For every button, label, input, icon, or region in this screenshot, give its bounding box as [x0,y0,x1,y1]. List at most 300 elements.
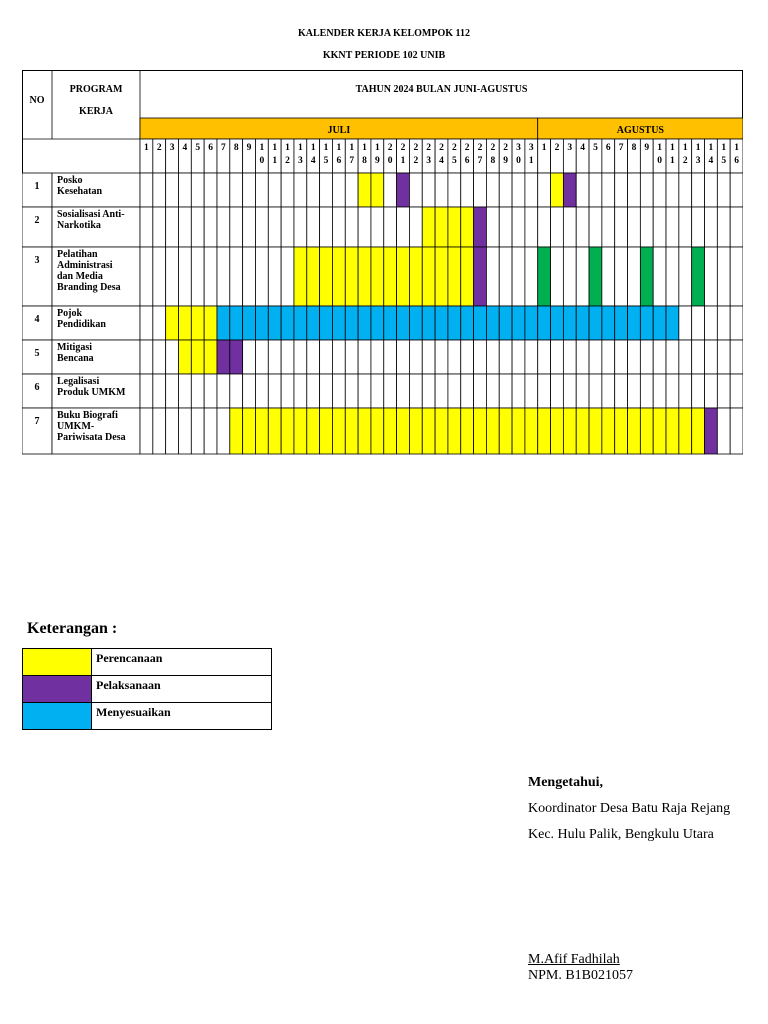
schedule-cell [435,374,448,408]
program-name: Sosialisasi Anti- [57,209,125,220]
schedule-cell [217,247,230,306]
legend-swatch-purple [23,676,92,703]
day-number: 6 [208,143,213,153]
day-number: 4 [580,143,586,153]
day-number: 7 [618,143,624,153]
signatory-npm: NPM. B1B021057 [528,968,634,983]
schedule-cell [409,247,422,306]
schedule-cell [615,408,628,454]
schedule-cell [474,247,487,306]
schedule-cell [435,306,448,340]
day-number: 3 [695,156,701,166]
schedule-cell [525,340,538,374]
schedule-cell [243,340,256,374]
schedule-cell [243,306,256,340]
row-number-cell [22,408,52,454]
schedule-cell [615,374,628,408]
schedule-cell [448,207,461,247]
schedule-cell [679,408,692,454]
schedule-cell [615,207,628,247]
column-header-program: PROGRAM [69,84,123,95]
schedule-cell [204,247,217,306]
schedule-cell [551,374,564,408]
schedule-cell [320,207,333,247]
schedule-cell [499,306,512,340]
schedule-cell [551,340,564,374]
schedule-cell [717,374,730,408]
program-name: Mitigasi [57,342,92,353]
schedule-cell [628,408,641,454]
day-number: 0 [387,156,393,166]
schedule-cell [384,408,397,454]
schedule-cell [538,408,551,454]
schedule-cell [448,408,461,454]
schedule-cell [551,306,564,340]
schedule-cell [486,207,499,247]
schedule-cell [474,207,487,247]
day-number: 1 [285,143,290,153]
schedule-cell [204,306,217,340]
schedule-cell [166,173,179,207]
schedule-cell [448,374,461,408]
schedule-cell [204,173,217,207]
signature-title-line2: Kec. Hulu Palik, Bengkulu Utara [528,827,714,842]
schedule-cell [576,306,589,340]
schedule-cell [294,247,307,306]
schedule-cell [358,247,371,306]
schedule-cell [551,207,564,247]
day-number: 1 [400,156,406,166]
schedule-cell [384,340,397,374]
schedule-cell [204,340,217,374]
schedule-cell [512,207,525,247]
day-number: 2 [490,143,496,153]
schedule-cell [371,340,384,374]
schedule-cell [178,306,191,340]
schedule-cell [474,374,487,408]
schedule-cell [307,408,320,454]
day-number: 2 [682,156,688,166]
schedule-cell [384,247,397,306]
schedule-cell [640,207,653,247]
schedule-cell [217,173,230,207]
schedule-cell [358,374,371,408]
signature-title-line1: Koordinator Desa Batu Raja Rejang [528,801,731,816]
schedule-cell [640,306,653,340]
schedule-cell [435,207,448,247]
schedule-cell [730,207,743,247]
schedule-cell [653,207,666,247]
schedule-cell [204,374,217,408]
schedule-cell [679,247,692,306]
column-header-program: KERJA [79,106,113,117]
program-name: Kesehatan [57,186,102,197]
day-number: 2 [451,143,457,153]
schedule-cell [486,408,499,454]
schedule-cell [268,408,281,454]
day-number: 7 [221,143,226,153]
day-number: 8 [490,156,496,166]
schedule-cell [653,173,666,207]
schedule-cell [576,340,589,374]
schedule-cell [538,247,551,306]
day-number: 1 [297,143,303,153]
schedule-cell [191,306,204,340]
schedule-cell [153,340,166,374]
schedule-cell [512,306,525,340]
day-number: 1 [657,143,662,153]
schedule-cell [409,207,422,247]
day-number: 1 [336,143,342,153]
schedule-cell [281,306,294,340]
schedule-cell [255,408,268,454]
schedule-cell [705,173,718,207]
schedule-cell [499,173,512,207]
schedule-cell [230,408,243,454]
schedule-cell [563,408,576,454]
program-name: Buku Biografi [57,410,118,421]
day-number: 1 [323,143,329,153]
day-number: 8 [362,156,367,166]
day-number: 4 [439,156,444,166]
schedule-cell [435,408,448,454]
work-calendar-table [22,70,743,456]
period-title: TAHUN 2024 BULAN JUNI-AGUSTUS [355,84,528,95]
day-number: 1 [528,156,534,166]
schedule-cell [178,408,191,454]
program-name: UMKM- [57,421,95,432]
day-number: 3 [567,143,573,153]
day-number: 3 [297,156,303,166]
day-number: 2 [477,143,483,153]
schedule-cell [140,207,153,247]
schedule-cell [448,340,461,374]
schedule-cell [602,247,615,306]
legend-table [22,648,272,730]
day-number: 4 [182,143,188,153]
program-name: Produk UMKM [57,387,126,398]
signature-heading: Mengetahui, [528,775,604,790]
schedule-cell [371,207,384,247]
schedule-cell [717,173,730,207]
schedule-cell [307,173,320,207]
schedule-cell [140,306,153,340]
schedule-cell [525,374,538,408]
day-number: 9 [374,156,380,166]
day-number: 7 [477,156,483,166]
schedule-cell [384,374,397,408]
schedule-cell [512,340,525,374]
day-number: 2 [503,143,509,153]
schedule-cell [717,408,730,454]
schedule-cell [602,207,615,247]
schedule-cell [551,408,564,454]
legend-swatch-blue [23,703,92,730]
schedule-cell [345,374,358,408]
row-number: 4 [34,314,40,325]
schedule-cell [692,340,705,374]
schedule-cell [217,408,230,454]
legend-row [23,649,272,676]
schedule-cell [512,374,525,408]
schedule-cell [268,173,281,207]
schedule-cell [332,247,345,306]
schedule-cell [640,374,653,408]
schedule-cell [666,247,679,306]
program-name: Pojok [57,308,82,319]
schedule-cell [268,207,281,247]
schedule-cell [153,247,166,306]
day-number: 0 [657,156,662,166]
schedule-cell [191,207,204,247]
schedule-cell [294,306,307,340]
schedule-cell [217,374,230,408]
schedule-cell [461,207,474,247]
schedule-cell [243,207,256,247]
day-number: 1 [362,143,367,153]
day-number: 6 [464,156,470,166]
program-name: Pendidikan [57,319,106,330]
schedule-cell [217,306,230,340]
program-name: dan Media [57,271,103,282]
schedule-cell [525,247,538,306]
schedule-cell [461,374,474,408]
schedule-cell [397,374,410,408]
schedule-cell [153,207,166,247]
schedule-cell [435,340,448,374]
schedule-cell [422,207,435,247]
schedule-cell [281,207,294,247]
schedule-cell [666,306,679,340]
schedule-cell [628,173,641,207]
schedule-cell [294,408,307,454]
schedule-cell [705,374,718,408]
schedule-cell [717,207,730,247]
schedule-cell [563,306,576,340]
legend-label: Perencanaan [92,649,272,676]
legend-swatch-yellow [23,649,92,676]
schedule-cell [166,306,179,340]
schedule-cell [384,306,397,340]
schedule-cell [371,247,384,306]
schedule-cell [602,340,615,374]
schedule-cell [538,173,551,207]
day-number: 1 [670,156,675,166]
schedule-cell [653,340,666,374]
day-number: 2 [400,143,406,153]
schedule-cell [166,408,179,454]
schedule-cell [255,340,268,374]
row-number-cell [22,207,52,247]
schedule-cell [589,408,602,454]
schedule-cell [320,340,333,374]
schedule-cell [191,340,204,374]
schedule-cell [230,247,243,306]
schedule-cell [486,306,499,340]
legend-row [23,703,272,730]
schedule-cell [294,207,307,247]
day-number: 1 [670,143,675,153]
schedule-cell [178,173,191,207]
schedule-cell [397,408,410,454]
schedule-cell [692,408,705,454]
schedule-cell [666,173,679,207]
schedule-cell [576,207,589,247]
schedule-cell [307,306,320,340]
schedule-cell [153,374,166,408]
row-number: 6 [34,382,40,393]
schedule-cell [602,374,615,408]
schedule-cell [166,374,179,408]
schedule-cell [332,173,345,207]
schedule-cell [409,173,422,207]
schedule-cell [371,173,384,207]
schedule-cell [692,374,705,408]
month-label: JULI [327,125,351,136]
schedule-cell [563,247,576,306]
schedule-cell [653,374,666,408]
schedule-cell [166,207,179,247]
day-number: 8 [233,143,239,153]
schedule-cell [563,173,576,207]
schedule-cell [345,173,358,207]
schedule-cell [653,408,666,454]
schedule-cell [435,173,448,207]
schedule-cell [332,374,345,408]
day-number: 2 [156,143,162,153]
day-number: 9 [246,143,252,153]
program-name: Legalisasi [57,376,100,387]
column-header-no: NO [29,95,45,106]
day-number: 7 [349,156,355,166]
schedule-cell [486,173,499,207]
schedule-cell [615,340,628,374]
day-number: 9 [644,143,650,153]
schedule-cell [191,408,204,454]
schedule-cell [705,340,718,374]
schedule-cell [371,374,384,408]
schedule-cell [268,374,281,408]
schedule-cell [422,247,435,306]
schedule-cell [730,374,743,408]
schedule-cell [615,306,628,340]
schedule-cell [140,374,153,408]
program-name: Narkotika [57,220,101,231]
schedule-cell [191,374,204,408]
schedule-cell [140,408,153,454]
schedule-cell [397,340,410,374]
schedule-cell [615,247,628,306]
schedule-cell [281,408,294,454]
schedule-cell [332,408,345,454]
day-number: 1 [259,143,265,153]
program-name: Bencana [57,353,94,364]
day-number: 5 [593,143,598,153]
row-number: 1 [34,181,40,192]
schedule-cell [307,247,320,306]
schedule-cell [717,247,730,306]
schedule-cell [191,247,204,306]
schedule-cell [153,306,166,340]
schedule-cell [461,247,474,306]
schedule-cell [730,247,743,306]
day-number: 3 [516,143,521,153]
schedule-cell [268,340,281,374]
schedule-cell [640,247,653,306]
schedule-cell [525,207,538,247]
day-number: 1 [734,143,739,153]
schedule-cell [653,247,666,306]
day-number: 2 [387,143,393,153]
program-name: Branding Desa [57,282,121,293]
schedule-cell [576,173,589,207]
schedule-cell [243,173,256,207]
schedule-cell [602,173,615,207]
schedule-cell [666,374,679,408]
schedule-cell [628,306,641,340]
schedule-cell [692,247,705,306]
schedule-cell [525,408,538,454]
schedule-cell [358,408,371,454]
schedule-cell [666,340,679,374]
schedule-cell [499,408,512,454]
schedule-cell [320,374,333,408]
schedule-cell [563,207,576,247]
schedule-cell [512,247,525,306]
schedule-cell [255,247,268,306]
day-number: 5 [721,156,727,166]
schedule-cell [320,408,333,454]
schedule-cell [538,306,551,340]
schedule-cell [474,173,487,207]
schedule-cell [230,340,243,374]
schedule-cell [397,173,410,207]
schedule-cell [217,340,230,374]
schedule-cell [679,306,692,340]
schedule-cell [589,374,602,408]
schedule-cell [166,340,179,374]
day-number: 5 [195,143,201,153]
schedule-cell [345,207,358,247]
schedule-cell [345,247,358,306]
schedule-cell [345,306,358,340]
schedule-cell [589,247,602,306]
schedule-cell [255,374,268,408]
row-number: 5 [34,348,40,359]
schedule-cell [409,306,422,340]
schedule-cell [602,408,615,454]
schedule-cell [512,173,525,207]
day-number: 2 [285,156,290,166]
schedule-cell [409,408,422,454]
schedule-cell [730,306,743,340]
schedule-cell [268,247,281,306]
schedule-cell [153,173,166,207]
day-number: 4 [708,156,714,166]
schedule-cell [268,306,281,340]
legend-label: Pelaksanaan [92,676,272,703]
schedule-cell [281,247,294,306]
signatory-name: M.Afif Fadhilah [528,952,620,967]
schedule-cell [204,207,217,247]
schedule-cell [525,173,538,207]
schedule-cell [320,173,333,207]
schedule-cell [486,247,499,306]
schedule-cell [499,247,512,306]
legend-label: Menyesuaikan [92,703,272,730]
schedule-cell [332,340,345,374]
row-number: 2 [34,215,40,226]
